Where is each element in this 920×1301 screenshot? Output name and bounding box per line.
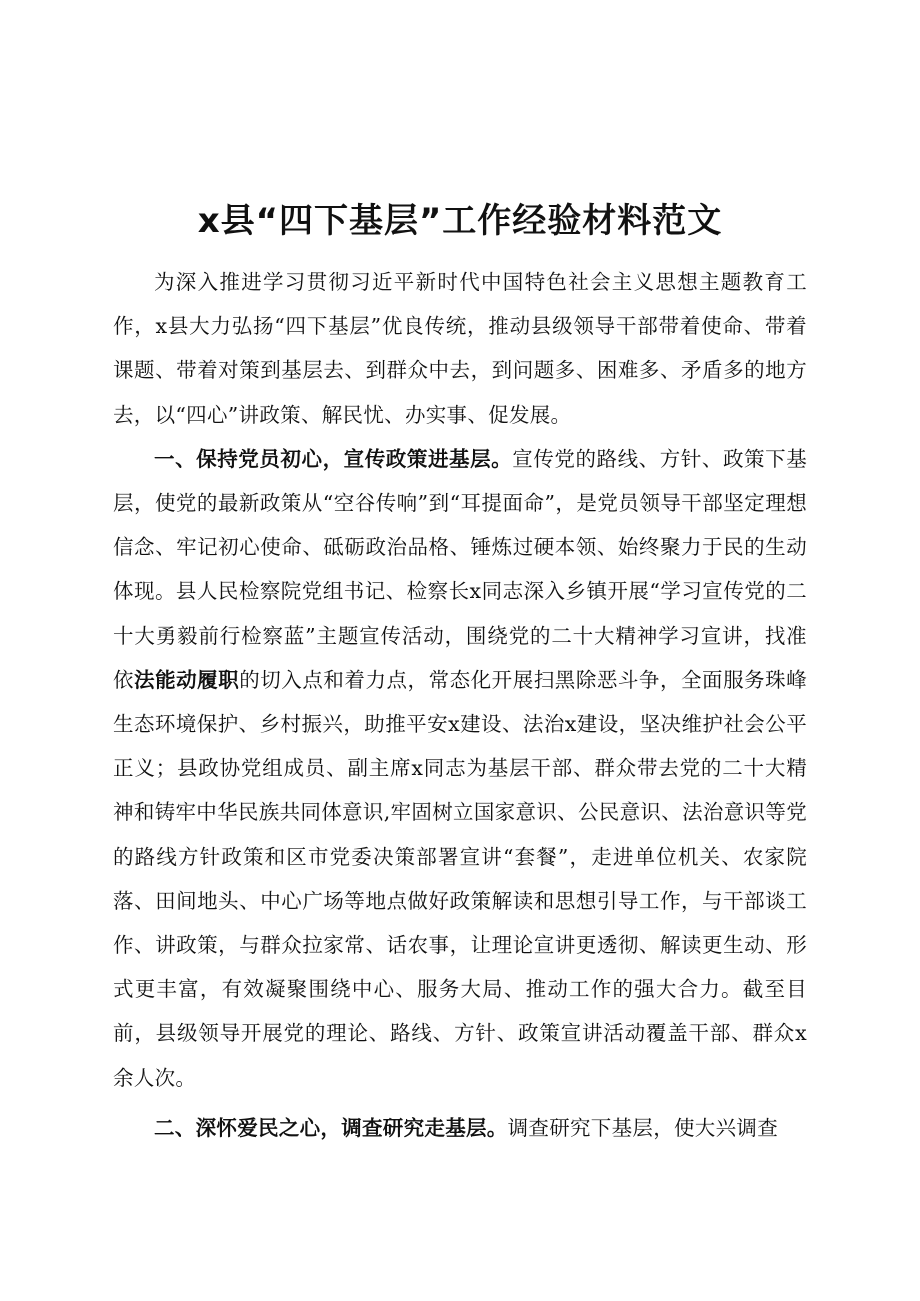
section-2-text: 调查研究下基层，使大兴调查 (507, 1115, 779, 1140)
section-1-text-before: 宣传党的路线、方针、政策下基层，使党的最新政策从“空谷传响”到“耳提面命”，是党员领导干部坚定理想信念、牢记初心使命、砥砺政治品格、锤炼过硬本领、始终聚力于民的生动体现。县人民检察院党组书记、检察长x同志深入乡镇开展“学习宣传党的二十大勇毅前行检察蓝”主题宣传活动，围绕党的二十大精神学习宣讲，找准依 (113, 446, 807, 692)
section-2-heading: 二、深怀爱民之心，调查研究走基层。 (154, 1115, 508, 1140)
section-1-highlight: 法能动履职 (134, 667, 240, 692)
intro-paragraph (113, 260, 807, 437)
section-1-text-after: 的切入点和着力点，常态化开展扫黑除恶斗争，全面服务珠峰生态环境保护、乡村振兴，助推平安x建设、法治x建设，坚决维护社会公平正义；县政协党组成员、副主席x同志为基层干部、群众带去党的二十大精神和铸牢中华民族共同体意识,牢固树立国家意识、公民意识、法治意识等党的路线方针政策和区市党委决策部署宣讲“套餐”，走进单位机关、农家院落、田间地头、中心广场等地点做好政策解读和思想引导工作，与干部谈工作、讲政策，与群众拉家常、话农事，让理论宣讲更透彻、解读更生动、形式更丰富，有效凝聚围绕中心、服务大局、推动工作的强大合力。截至目前，县级领导开展党的理论、路线、方针、政策宣讲活动覆盖干部、群众x余人次。 (113, 667, 807, 1090)
section-1-heading: 一、保持党员初心，宣传政策进基层。 (154, 446, 513, 471)
document-body (113, 260, 807, 1150)
intro-text: 为深入推进学习贯彻习近平新时代中国特色社会主义思想主题教育工作，x县大力弘扬“四下基层”优良传统，推动县级领导干部带着使命、带着课题、带着对策到基层去、到群众中去，到问题多、困难多、矛盾多的地方去，以“四心”讲政策、解民忧、办实事、促发展。 (113, 270, 807, 427)
document-title: x县“四下基层”工作经验材料范文 (197, 201, 723, 241)
section-1-paragraph (113, 437, 807, 1100)
section-2-paragraph (113, 1106, 807, 1150)
